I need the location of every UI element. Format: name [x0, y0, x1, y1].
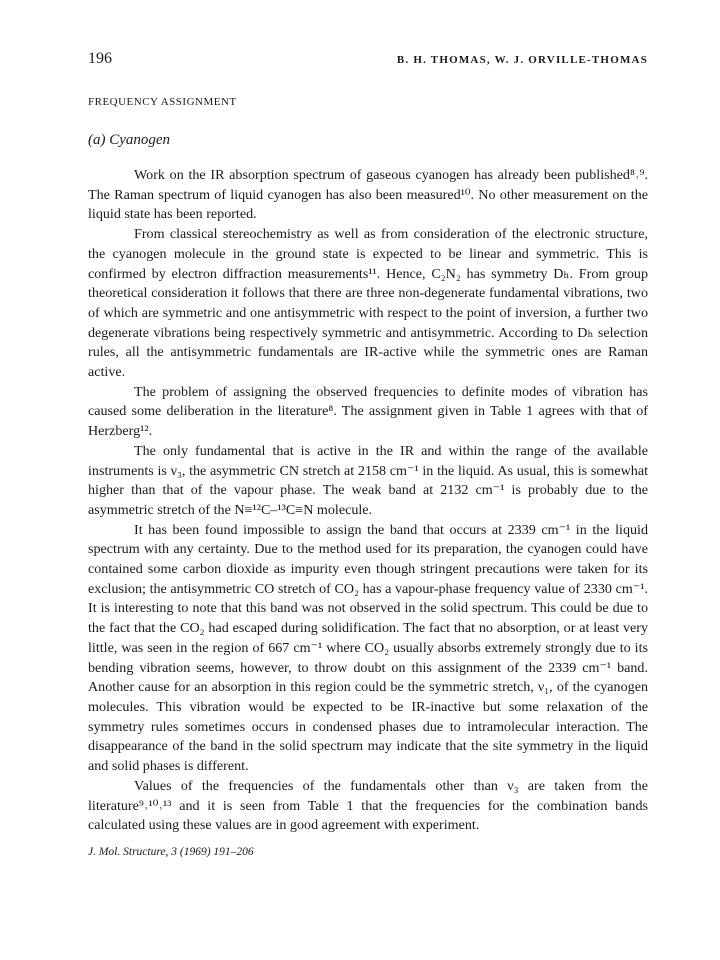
- paragraph: Values of the frequencies of the fundamentals other than ν₃ are taken from the literature⁹˒¹⁰˒¹³ and it is seen from Table 1 that the frequencies for the combination bands calculated using these values are in good agreement with experiment.: [88, 777, 648, 834]
- paragraph: The problem of assigning the observed frequencies to definite modes of vibration has caused some deliberation in the literature⁸. The assignment given in Table 1 agrees with that of Herzberg¹².: [88, 383, 648, 440]
- running-head: B. H. THOMAS, W. J. ORVILLE-THOMAS: [396, 54, 648, 66]
- subsection-heading: (a) Cyanogen: [88, 132, 171, 148]
- body-text: [88, 166, 648, 836]
- paragraph: The only fundamental that is active in the IR and within the range of the available instruments is ν₃, the asymmetric CN stretch at 2158 cm⁻¹ in the liquid. As usual, this is somewhat higher than that of the vapour phase. The weak band at 2132 cm⁻¹ is probably due to the asymmetric stretch of the N≡¹²C–¹³C≡N molecule.: [88, 442, 648, 518]
- page-header: [88, 50, 648, 76]
- journal-page: [88, 50, 648, 858]
- journal-citation: J. Mol. Structure, 3 (1969) 191–206: [88, 845, 254, 858]
- page-number: 196: [88, 50, 112, 67]
- paragraph: From classical stereochemistry as well as from consideration of the electronic structure, the cyanogen molecule in the ground state is expected to be linear and symmetric. This is confirmed by electron diffraction measurements¹¹. Hence, C₂N₂ has symmetry Dₕ. From group theoretical consideration it follows that there are three non-degenerate fundamental vibrations, two of which are symmetric and one antisymmetric with respect to the point of inversion, a further two degenerate vibrations being respectively symmetric and antisymmetric. According to Dₕ selection rules, all the antisymmetric fundamentals are IR-active while the symmetric ones are Raman active.: [88, 226, 648, 381]
- paragraph: It has been found impossible to assign the band that occurs at 2339 cm⁻¹ in the liquid spectrum with any certainty. Due to the method used for its preparation, the cyanogen could have contained some carbon dioxide as impurity even though stringent precautions were taken for its exclusion; the antisymmetric CO stretch of CO₂ has a vapour-phase frequency value of 2330 cm⁻¹. It is interesting to note that this band was not observed in the solid spectrum. This could be due to the fact that the CO₂ had escaped during solidification. The fact that no absorption, or at least very little, was seen in the region of 667 cm⁻¹ where CO₂ usually absorbs extremely strongly due to its bending vibration seems, however, to throw doubt on this assignment of the 2339 cm⁻¹ band. Another cause for an absorption in this region could be the symmetric stretch, ν₁, of the cyanogen molecules. This vibration would be expected to be IR-inactive but some relaxation of the symmetry rules sometimes occurs in condensed phases due to intramolecular interaction. The disappearance of the band in the solid spectrum may indicate that the site symmetry in the liquid and solid phases is different.: [88, 521, 648, 775]
- paragraph: Work on the IR absorption spectrum of gaseous cyanogen has already been published⁸˒⁹. The Raman spectrum of liquid cyanogen has also been measured¹⁰. No other measurement on the liquid state has been reported.: [88, 167, 648, 223]
- section-heading: FREQUENCY ASSIGNMENT: [88, 96, 237, 108]
